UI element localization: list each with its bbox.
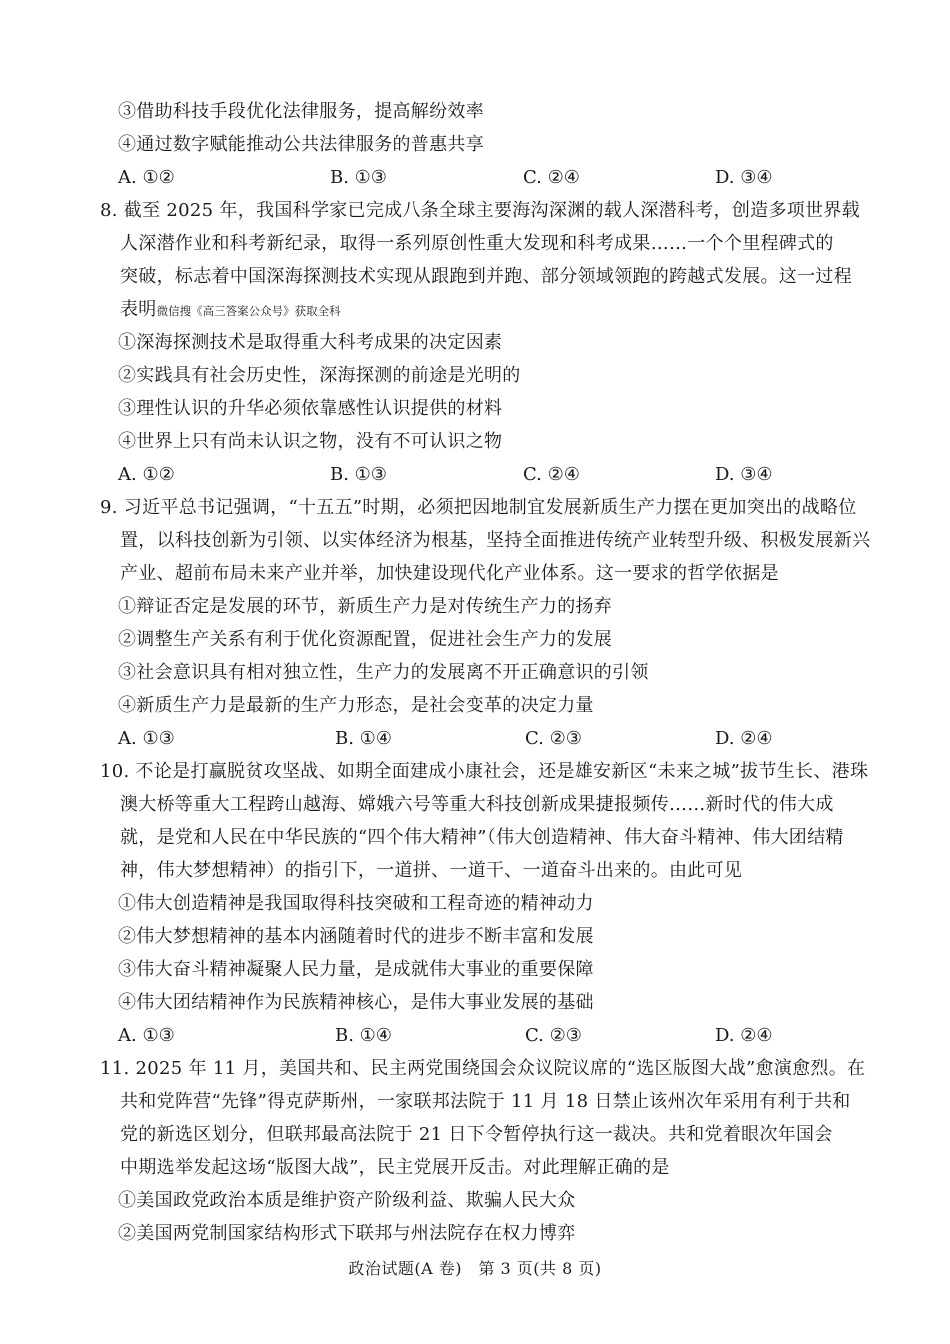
q10-option-2: ②伟大梦想精神的基本内涵随着时代的进步不断丰富和发展	[118, 926, 594, 947]
q10-stem-line-3: 就，是党和人民在中华民族的“四个伟大精神”（伟大创造精神、伟大奋斗精神、伟大团结精	[120, 827, 844, 848]
q10-choice-b: B. ①④	[335, 1025, 392, 1046]
q7-option-4: ④通过数字赋能推动公共法律服务的普惠共享	[118, 134, 484, 155]
q8-stem-line-2: 人深潜作业和科考新纪录，取得一系列原创性重大发现和科考成果……一个个里程碑式的	[120, 233, 834, 254]
q9-choice-a: A. ①③	[118, 728, 175, 749]
q8-option-3: ③理性认识的升华必须依靠感性认识提供的材料	[118, 398, 503, 419]
q7-choice-c: C. ②④	[523, 167, 580, 188]
q8-option-4: ④世界上只有尚未认识之物，没有不可认识之物	[118, 431, 503, 452]
q8-option-2: ②实践具有社会历史性，深海探测的前途是光明的	[118, 365, 521, 386]
q9-stem-line-2: 置，以科技创新为引领、以实体经济为根基，坚持全面推进传统产业转型升级、积极发展新兴	[120, 530, 871, 551]
q9-option-3: ③社会意识具有相对独立性，生产力的发展离不开正确意识的引领	[118, 662, 649, 683]
q8-stem-line-4	[120, 298, 341, 323]
page-footer: 政治试题(A 卷) 第 3 页(共 8 页)	[348, 1259, 602, 1278]
q10-choice-d: D. ②④	[715, 1025, 773, 1046]
q9-choice-b: B. ①④	[335, 728, 392, 749]
q9-stem-line-3: 产业、超前布局未来产业并举，加快建设现代化产业体系。这一要求的哲学依据是	[120, 563, 779, 584]
q9-option-4: ④新质生产力是最新的生产力形态，是社会变革的决定力量	[118, 695, 594, 716]
q8-choice-b: B. ①③	[330, 464, 387, 485]
q8-option-1: ①深海探测技术是取得重大科考成果的决定因素	[118, 332, 503, 353]
q8-choice-a: A. ①②	[118, 464, 175, 485]
q9-stem-line-1: 9. 习近平总书记强调，“十五五”时期，必须把因地制宜发展新质生产力摆在更加突出的战略位	[100, 497, 857, 518]
q11-stem-line-3: 党的新选区划分，但联邦最高法院于 21 日下令暂停执行这一裁决。共和党着眼次年国会	[120, 1124, 833, 1145]
q8-choice-c: C. ②④	[523, 464, 580, 485]
q8-choice-d: D. ③④	[715, 464, 773, 485]
q8-stem-line-1: 8. 截至 2025 年，我国科学家已完成八条全球主要海沟深渊的载人深潜科考，创造多项世界载	[100, 200, 860, 221]
q10-option-4: ④伟大团结精神作为民族精神核心，是伟大事业发展的基础	[118, 992, 594, 1013]
watermark-note: 微信搜《高三答案公众号》获取全科	[156, 304, 341, 318]
q9-option-2: ②调整生产关系有利于优化资源配置，促进社会生产力的发展	[118, 629, 613, 650]
q9-choice-c: C. ②③	[525, 728, 582, 749]
q7-choice-b: B. ①③	[330, 167, 387, 188]
q9-option-1: ①辩证否定是发展的环节，新质生产力是对传统生产力的扬弃	[118, 596, 613, 617]
q8-stem-line-3: 突破，标志着中国深海探测技术实现从跟跑到并跑、部分领域领跑的跨越式发展。这一过程	[120, 266, 852, 287]
q10-stem-line-2: 澳大桥等重大工程跨山越海、嫦娥六号等重大科技创新成果捷报频传……新时代的伟大成	[120, 794, 834, 815]
q10-option-3: ③伟大奋斗精神凝聚人民力量，是成就伟大事业的重要保障	[118, 959, 594, 980]
q11-option-2: ②美国两党制国家结构形式下联邦与州法院存在权力博弈	[118, 1223, 576, 1244]
q10-stem-line-4: 神，伟大梦想精神）的指引下，一道拼、一道干、一道奋斗出来的。由此可见	[120, 860, 743, 881]
q10-choice-c: C. ②③	[525, 1025, 582, 1046]
q9-choice-d: D. ②④	[715, 728, 773, 749]
q8-stem-tail: 表明	[120, 299, 157, 320]
q7-choice-d: D. ③④	[715, 167, 773, 188]
q7-option-3: ③借助科技手段优化法律服务，提高解纷效率	[118, 101, 484, 122]
q11-stem-line-1: 11. 2025 年 11 月，美国共和、民主两党围绕国会众议院议席的“选区版图大战”愈演愈烈。在	[100, 1058, 866, 1079]
q11-stem-line-4: 中期选举发起这场“版图大战”，民主党展开反击。对此理解正确的是	[120, 1157, 670, 1178]
q10-stem-line-1: 10. 不论是打赢脱贫攻坚战、如期全面建成小康社会，还是雄安新区“未来之城”拔节生长、港珠	[100, 761, 869, 782]
q10-option-1: ①伟大创造精神是我国取得科技突破和工程奇迹的精神动力	[118, 893, 594, 914]
q11-stem-line-2: 共和党阵营“先锋”得克萨斯州，一家联邦法院于 11 月 18 日禁止该州次年采用有利于共和	[120, 1091, 851, 1112]
q10-choice-a: A. ①③	[118, 1025, 175, 1046]
q7-choice-a: A. ①②	[118, 167, 175, 188]
q11-option-1: ①美国政党政治本质是维护资产阶级利益、欺骗人民大众	[118, 1190, 576, 1211]
